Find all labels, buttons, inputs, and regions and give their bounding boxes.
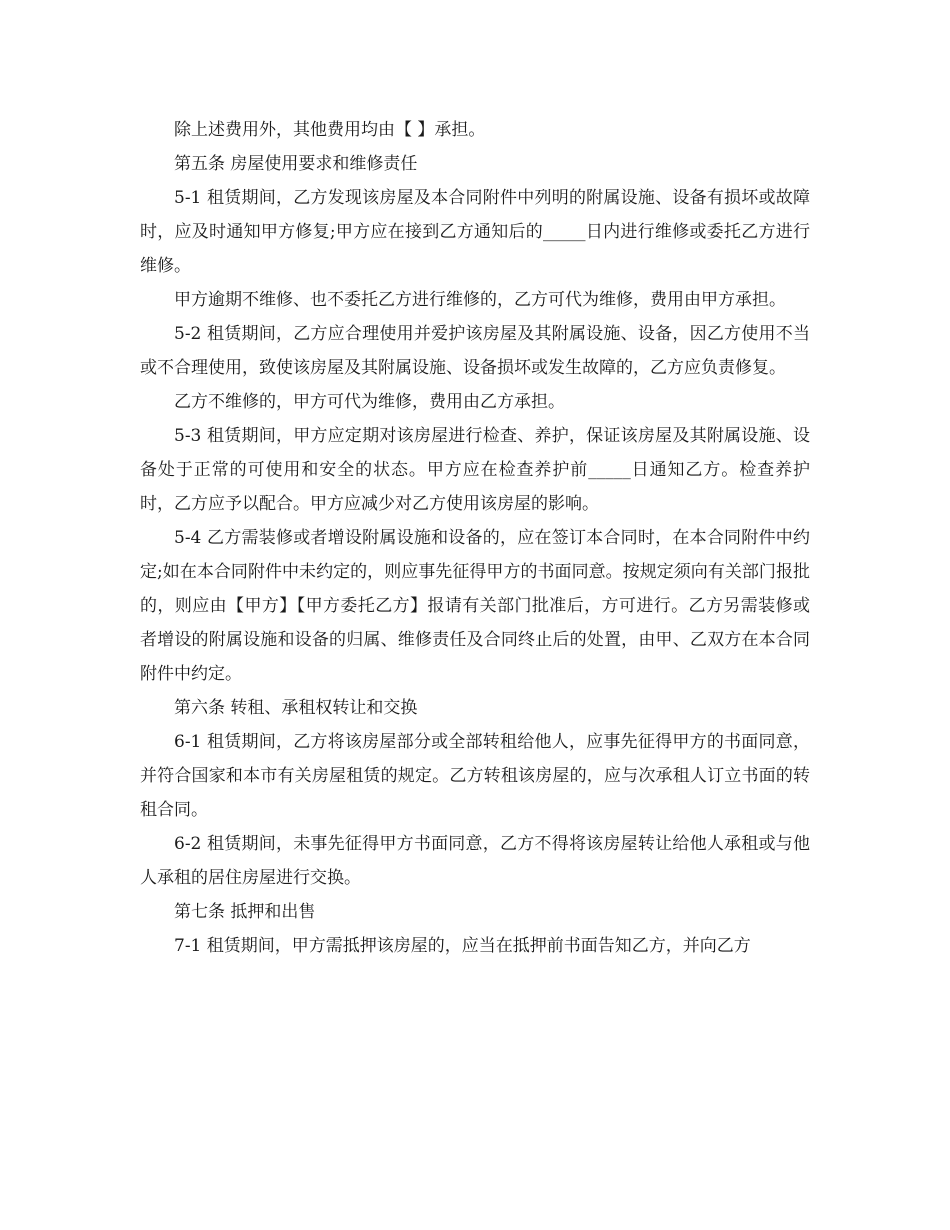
clause-6-1: 6-1 租赁期间，乙方将该房屋部分或全部转租给他人，应事先征得甲方的书面同意，并符合国家和本市有关房屋租赁的规定。乙方转租该房屋的，应与次承租人订立书面的转租合同。 bbox=[140, 732, 810, 820]
paragraph-5-2-no-repair: 乙方不维修的，甲方可代为维修，费用由乙方承担。 bbox=[174, 392, 565, 412]
clause-5-1: 5-1 租赁期间，乙方发现该房屋及本合同附件中列明的附属设施、设备有损坏或故障时，应及时通知甲方修复;甲方应在接到乙方通知后的_____日内进行维修或委托乙方进行维修。 bbox=[140, 188, 810, 276]
article-7-heading: 第七条 抵押和出售 bbox=[174, 902, 316, 922]
clause-5-4: 5-4 乙方需装修或者增设附属设施和设备的，应在签订本合同时，在本合同附件中约定;如在本合同附件中未约定的，则应事先征得甲方的书面同意。按规定须向有关部门报批的，则应由【甲方】【甲方委托乙方】报请有关部门批准后，方可进行。乙方另需装修或者增设的附属设施和设备的归属、维修责任及合同终止后的处置，由甲、乙双方在本合同附件中约定。 bbox=[140, 528, 810, 684]
article-5-heading: 第五条 房屋使用要求和维修责任 bbox=[174, 154, 418, 174]
article-6-heading: 第六条 转租、承租权转让和交换 bbox=[174, 698, 418, 718]
clause-7-1: 7-1 租赁期间，甲方需抵押该房屋的，应当在抵押前书面告知乙方，并向乙方 bbox=[174, 936, 751, 956]
document-body bbox=[140, 113, 810, 963]
clause-5-3: 5-3 租赁期间，甲方应定期对该房屋进行检查、养护，保证该房屋及其附属设施、设备处于正常的可使用和安全的状态。甲方应在检查养护前_____日通知乙方。检查养护时，乙方应予以配合。甲方应减少对乙方使用该房屋的影响。 bbox=[140, 426, 810, 514]
clause-5-2: 5-2 租赁期间，乙方应合理使用并爱护该房屋及其附属设施、设备，因乙方使用不当或不合理使用，致使该房屋及其附属设施、设备损坏或发生故障的，乙方应负责修复。 bbox=[140, 324, 810, 378]
clause-6-2: 6-2 租赁期间，未事先征得甲方书面同意，乙方不得将该房屋转让给他人承租或与他人承租的居住房屋进行交换。 bbox=[140, 834, 810, 888]
paragraph-5-1-overdue: 甲方逾期不维修、也不委托乙方进行维修的，乙方可代为维修，费用由甲方承担。 bbox=[174, 290, 786, 310]
paragraph-other-costs: 除上述费用外，其他费用均由【 】承担。 bbox=[174, 120, 486, 140]
